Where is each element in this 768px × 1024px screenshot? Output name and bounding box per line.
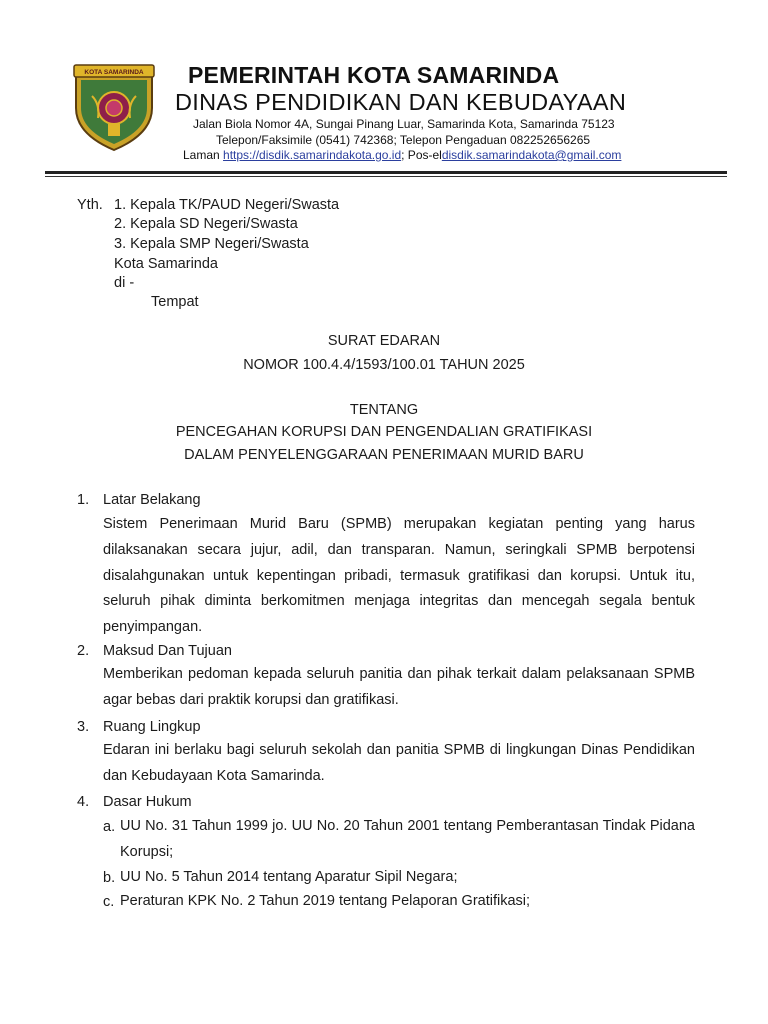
section-title-latar-belakang: Latar Belakang [103, 492, 201, 508]
email-link[interactable]: disdik.samarindakota@gmail.com [441, 148, 622, 162]
document-subject-line-1: PENCEGAHAN KORUPSI DAN PENGENDALIAN GRATIFIKASI [175, 424, 593, 440]
section-title-maksud-tujuan: Maksud Dan Tujuan [103, 643, 232, 659]
recipient-place: Tempat [151, 294, 199, 310]
letterhead-divider-thin [45, 176, 727, 177]
section-body-latar-belakang: Sistem Penerimaan Murid Baru (SPMB) merupakan kegiatan penting yang harus dilaksanakan secara jujur, adil, dan transparan. Namun, seringkali SPMB berpotensi disalahgunakan untuk kepentingan pribadi, termasuk gratifikasi dan korupsi. Untuk itu, seluruh pihak diminta berkomitmen menjaga integritas dan mencegah segala bentuk penyimpangan. [103, 516, 695, 636]
recipient-salutation: Yth. [77, 197, 103, 213]
letterhead-subtitle: DINAS PENDIDIKAN DAN KEBUDAYAAN [175, 89, 627, 115]
letterhead-contact [183, 148, 621, 162]
document-number: NOMOR 100.4.4/1593/100.01 TAHUN 2025 [243, 357, 525, 373]
legal-basis-label: a. [103, 819, 116, 835]
document-about: TENTANG [349, 402, 419, 418]
section-number: 4. [77, 794, 90, 810]
document-subject-line-2: DALAM PENYELENGGARAAN PENERIMAAN MURID BARU [184, 447, 584, 463]
legal-basis-item: UU No. 5 Tahun 2014 tentang Aparatur Sipil Negara; [120, 869, 458, 885]
recipient-item: 2. Kepala SD Negeri/Swasta [114, 216, 298, 232]
recipient-item: 3. Kepala SMP Negeri/Swasta [114, 236, 309, 252]
section-title-dasar-hukum: Dasar Hukum [103, 794, 192, 810]
letterhead-address: Jalan Biola Nomor 4A, Sungai Pinang Luar, Samarinda Kota, Samarinda 75123 [193, 117, 615, 131]
letterhead-phone: Telepon/Faksimile (0541) 742368; Telepon Pengaduan 082252656265 [216, 133, 591, 147]
legal-basis-item: Peraturan KPK No. 2 Tahun 2019 tentang Pelaporan Gratifikasi; [120, 893, 531, 909]
legal-basis-label: b. [103, 870, 116, 886]
recipient-item: 1. Kepala TK/PAUD Negeri/Swasta [114, 197, 340, 213]
section-number: 1. [77, 492, 90, 508]
section-number: 3. [77, 719, 90, 735]
recipient-city: Kota Samarinda [114, 256, 218, 272]
letterhead-title: PEMERINTAH KOTA SAMARINDA [188, 62, 560, 88]
legal-basis-label: c. [103, 894, 115, 910]
section-body-maksud-tujuan: Memberikan pedoman kepada seluruh panitia dan pihak terkait dalam pelaksanaan SPMB agar bebas dari praktik korupsi dan gratifikasi. [103, 666, 695, 708]
document-type: SURAT EDARAN [327, 333, 441, 349]
letterhead [0, 0, 768, 180]
section-body-ruang-lingkup: Edaran ini berlaku bagi seluruh sekolah dan panitia SPMB di lingkungan Dinas Pendidikan dan Kebudayaan Kota Samarinda. [103, 742, 695, 784]
samarinda-emblem-logo [70, 60, 158, 152]
website-label: Laman [183, 148, 224, 162]
website-link[interactable]: https://disdik.samarindakota.go.id [223, 148, 402, 162]
recipient-di: di - [114, 275, 135, 291]
section-title-ruang-lingkup: Ruang Lingkup [103, 719, 201, 735]
letterhead-divider-thick [45, 171, 727, 174]
legal-basis-item: UU No. 31 Tahun 1999 jo. UU No. 20 Tahun 2001 tentang Pemberantasan Tindak Pidana Korupsi; [120, 818, 695, 860]
email-label: ; Pos-el [401, 148, 442, 162]
logo-banner-text: KOTA SAMARINDA [84, 69, 144, 76]
section-number: 2. [77, 643, 90, 659]
